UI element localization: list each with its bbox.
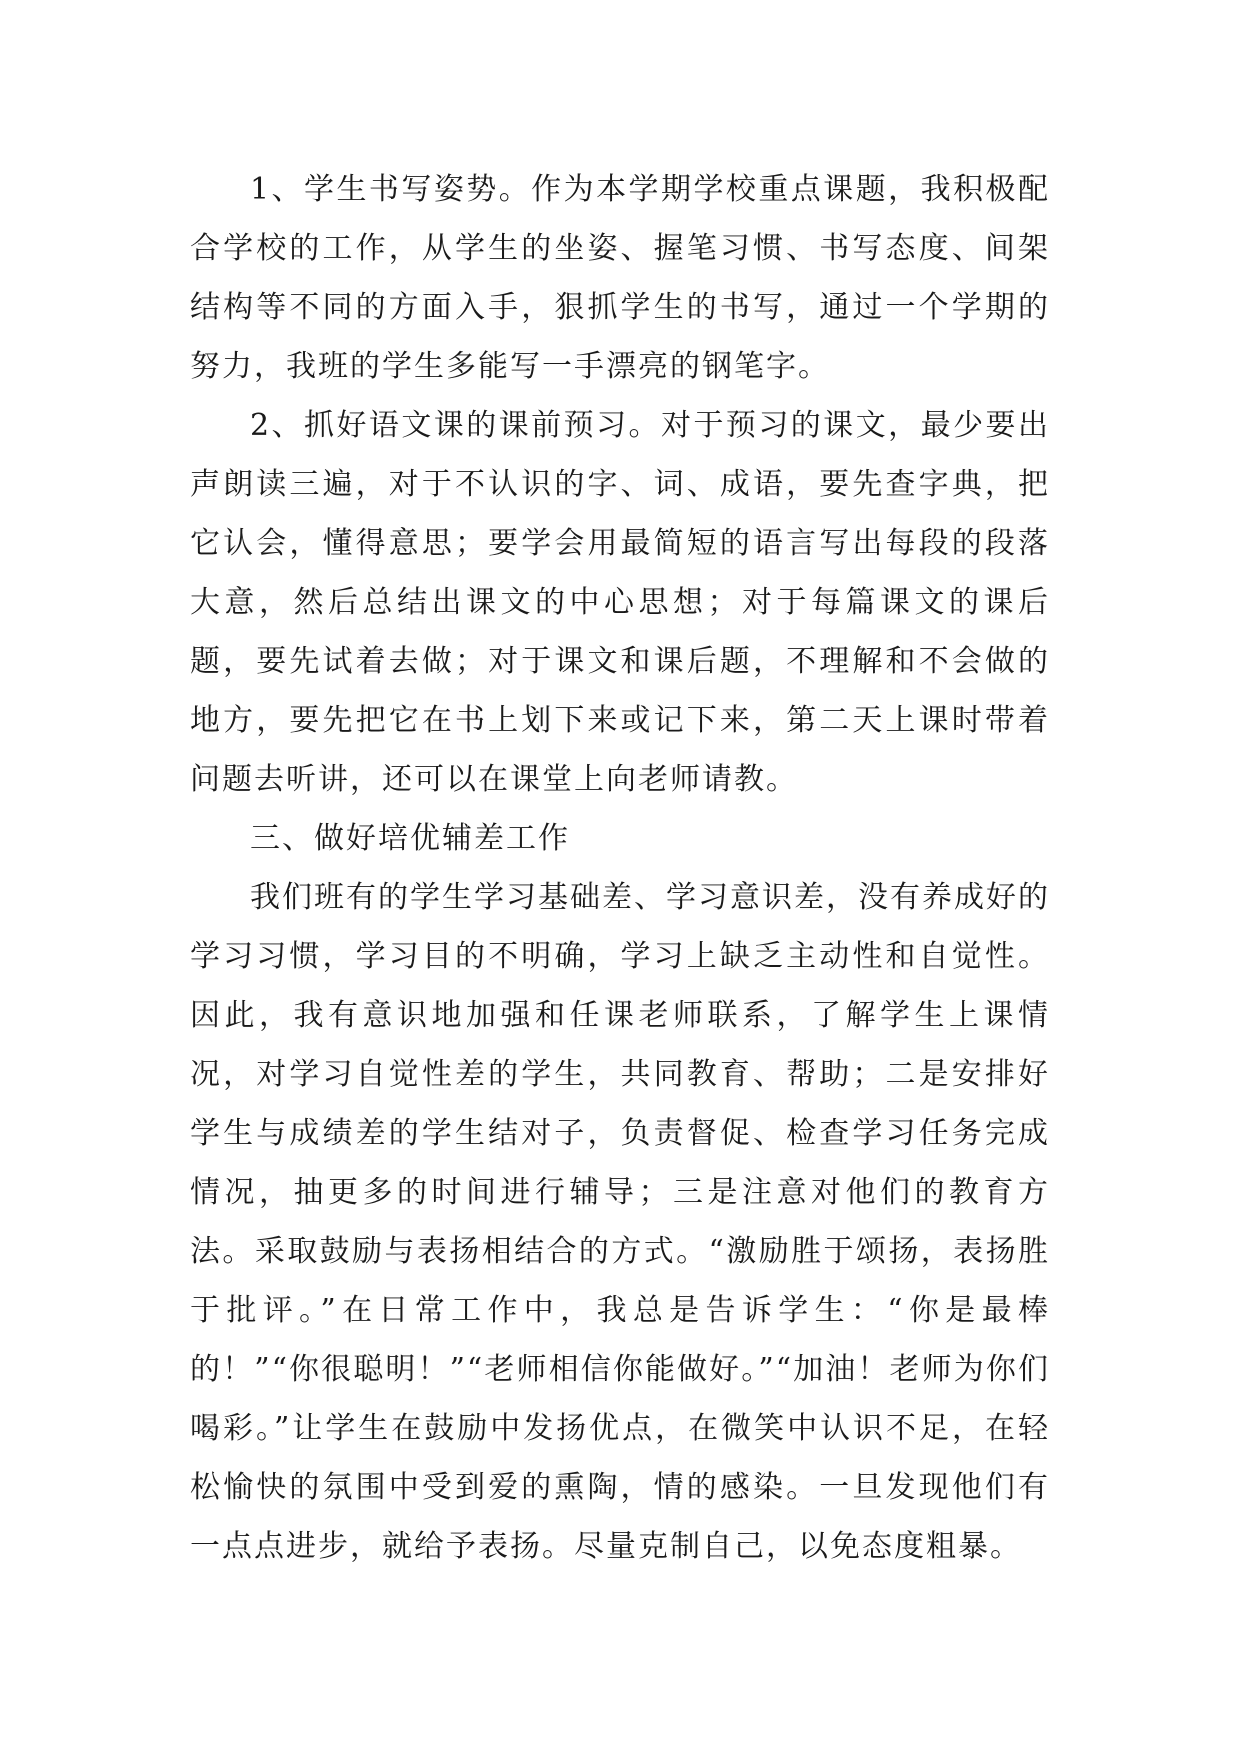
section-heading-tutoring: 三、做好培优辅差工作 [250,821,570,856]
paragraph-preview-lessons: 2、抓好语文课的课前预习。对于预习的课文，最少要出声朗读三遍，对于不认识的字、词、成语，要先查字典，把它认会，懂得意思；要学会用最简短的语言写出每段的段落大意，然后总结出课文的中心思想；对于每篇课文的课后题，要先试着去做；对于课文和课后题，不理解和不会做的地方，要先把它在书上划下来或记下来，第二天上课时带着问题去听讲，还可以在课堂上向老师请教。 [190,408,1050,797]
document-body [190,160,1050,1576]
paragraph-tutoring-work: 我们班有的学生学习基础差、学习意识差，没有养成好的学习习惯，学习目的不明确，学习上缺乏主动性和自觉性。因此，我有意识地加强和任课老师联系，了解学生上课情况，对学习自觉性差的学生，共同教育、帮助；二是安排好学生与成绩差的学生结对子，负责督促、检查学习任务完成情况，抽更多的时间进行辅导；三是注意对他们的教育方法。采取鼓励与表扬相结合的方式。“激励胜于颂扬，表扬胜于批评。”在日常工作中，我总是告诉学生：“你是最棒的！”“你很聪明！”“老师相信你能做好。”“加油！老师为你们喝彩。”让学生在鼓励中发扬优点，在微笑中认识不足，在轻松愉快的氛围中受到爱的熏陶，情的感染。一旦发现他们有一点点进步，就给予表扬。尽量克制自己，以免态度粗暴。 [190,880,1050,1564]
paragraph-handwriting-posture: 1、学生书写姿势。作为本学期学校重点课题，我积极配合学校的工作，从学生的坐姿、握笔习惯、书写态度、间架结构等不同的方面入手，狠抓学生的书写，通过一个学期的努力，我班的学生多能写一手漂亮的钢笔字。 [190,172,1050,384]
